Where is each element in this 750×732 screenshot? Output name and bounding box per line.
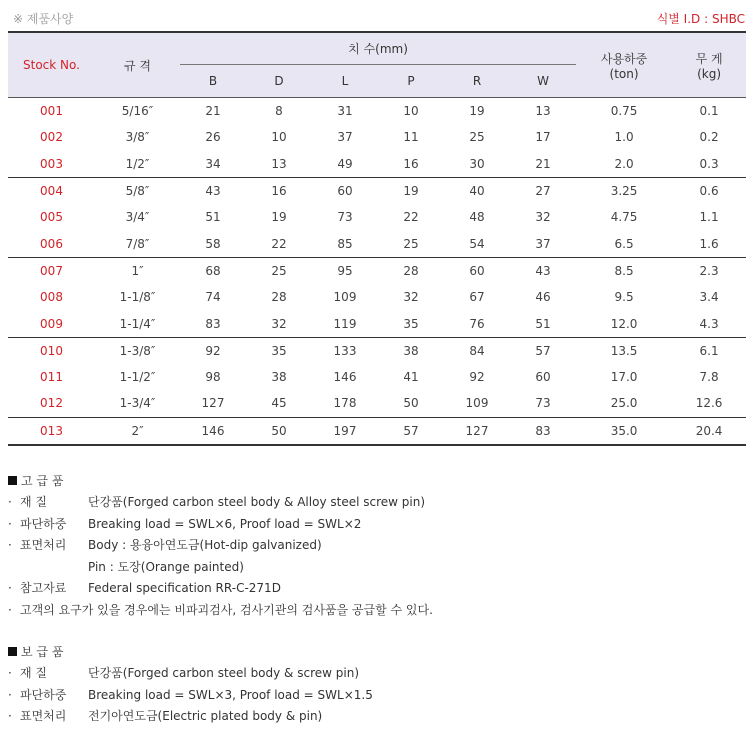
cell-stock: 004: [40, 184, 63, 199]
cell-w: 21: [510, 151, 576, 178]
cell-w: 73: [510, 390, 576, 417]
cell-stock: 013: [8, 417, 95, 445]
cell-swl: 17.0: [610, 370, 638, 385]
cell-r: 60: [469, 263, 485, 278]
cell-p: 16: [378, 151, 444, 178]
premium-line-label: 표면처리: [20, 538, 67, 552]
cell-weight: 6.1: [699, 343, 719, 358]
identifier-label: 식별 I.D : SHBC: [656, 12, 745, 26]
cell-swl: 12.0: [576, 310, 672, 337]
premium-line-text: 고객의 요구가 있을 경우에는 비파괴검사, 검사기관의 검사품을 공급할 수 있다.: [20, 602, 433, 617]
table-row: [8, 390, 746, 417]
cell-weight: 0.2: [699, 130, 719, 145]
cell-d: 32: [246, 310, 312, 337]
cell-stock: 007: [40, 263, 63, 278]
table-row: [8, 337, 746, 364]
bullet-dot-icon: ·: [8, 687, 12, 702]
table-row: [8, 124, 746, 150]
header-weight-unit: (kg): [697, 66, 722, 81]
cell-size: 5/8″: [125, 184, 150, 199]
cell-size: 1-1/4″: [95, 310, 180, 337]
header-swl: [576, 32, 672, 98]
premium-line-label: 참고자료: [20, 581, 67, 595]
cell-r: 76: [444, 310, 510, 337]
cell-p: 19: [403, 184, 419, 199]
cell-l: 197: [312, 417, 378, 445]
bullet-dot-icon: ·: [8, 602, 12, 617]
bullet-dot-icon: ·: [8, 538, 12, 552]
cell-b: 43: [205, 184, 221, 199]
square-bullet-icon: [8, 647, 17, 656]
cell-size: 1-3/8″: [119, 343, 156, 358]
cell-swl: 4.75: [610, 210, 638, 225]
header-dim-w: W: [510, 65, 576, 98]
cell-l: 178: [312, 390, 378, 417]
cell-r: 92: [469, 370, 485, 385]
cell-p: 28: [403, 263, 419, 278]
cell-weight: 0.1: [699, 104, 719, 119]
cell-b: 74: [205, 290, 221, 305]
cell-weight: 1.1: [699, 210, 719, 225]
cell-l: 133: [333, 343, 357, 358]
cell-swl: 13.5: [610, 343, 638, 358]
standard-title-row: [8, 641, 748, 663]
cell-weight: 12.6: [672, 390, 746, 417]
cell-swl: 8.5: [614, 263, 634, 278]
cell-w: 13: [535, 104, 551, 119]
header-dim-r: R: [444, 65, 510, 98]
premium-line-text: Body : 용융아연도금(Hot-dip galvanized): [88, 538, 322, 552]
standard-line-text: 단강품(Forged carbon steel body & screw pin): [88, 666, 359, 680]
notes-section: [8, 470, 748, 728]
cell-p: 10: [403, 104, 419, 119]
cell-r: 54: [444, 230, 510, 257]
standard-line-text: 전기아연도금(Electric plated body & pin): [88, 709, 323, 723]
standard-list: [8, 663, 748, 728]
cell-r: 127: [444, 417, 510, 445]
bullet-dot-icon: ·: [8, 516, 12, 531]
spec-table: [8, 31, 746, 446]
table-row: [8, 310, 746, 337]
bullet-dot-icon: ·: [8, 709, 12, 723]
cell-l: 109: [333, 290, 357, 305]
cell-l: 37: [337, 130, 353, 145]
header-dim-p: P: [378, 65, 444, 98]
cell-b: 92: [205, 343, 221, 358]
cell-p: 22: [403, 210, 419, 225]
cell-stock: 005: [40, 210, 63, 225]
cell-l: 95: [337, 263, 353, 278]
square-bullet-icon: [8, 476, 17, 485]
header-dimensions: 치 수(mm): [180, 32, 576, 65]
standard-title: 보 급 품: [21, 645, 64, 659]
cell-weight: 0.6: [699, 184, 719, 199]
table-header: [8, 32, 746, 98]
cell-swl: 6.5: [576, 230, 672, 257]
cell-l: 49: [312, 151, 378, 178]
cell-w: 43: [535, 263, 551, 278]
table-row: [8, 98, 746, 125]
table-row: [8, 230, 746, 257]
cell-size: 5/16″: [121, 104, 154, 119]
premium-line-label: 파단하중: [20, 516, 67, 531]
header-swl-label: 사용하중: [600, 51, 648, 66]
cell-w: 57: [535, 343, 551, 358]
header-stock: Stock No.: [8, 32, 95, 98]
cell-w: 46: [535, 290, 551, 305]
table-row: [8, 417, 746, 445]
cell-d: 22: [246, 230, 312, 257]
cell-b: 34: [180, 151, 246, 178]
cell-p: 38: [403, 343, 419, 358]
cell-size: 3/4″: [125, 210, 150, 225]
cell-swl: 1.0: [614, 130, 634, 145]
cell-l: 119: [312, 310, 378, 337]
cell-p: 41: [403, 370, 419, 385]
cell-w: 17: [535, 130, 551, 145]
cell-b: 127: [180, 390, 246, 417]
cell-weight: 20.4: [672, 417, 746, 445]
cell-size: 7/8″: [95, 230, 180, 257]
cell-swl: 3.25: [610, 184, 638, 199]
premium-line-text: Pin : 도장(Orange painted): [88, 559, 244, 574]
cell-r: 48: [469, 210, 485, 225]
cell-weight: 7.8: [699, 370, 719, 385]
cell-r: 25: [469, 130, 485, 145]
table-row: [8, 204, 746, 230]
cell-b: 26: [205, 130, 221, 145]
cell-size: 1-1/2″: [119, 370, 156, 385]
cell-w: 51: [510, 310, 576, 337]
table-row: [8, 284, 746, 310]
header-weight: [672, 32, 746, 98]
cell-r: 40: [469, 184, 485, 199]
header-dim-b: B: [180, 65, 246, 98]
cell-p: 32: [403, 290, 419, 305]
premium-line: [8, 514, 748, 536]
header-swl-unit: (ton): [609, 66, 639, 81]
cell-size: 1″: [131, 263, 144, 278]
cell-b: 83: [180, 310, 246, 337]
cell-w: 32: [535, 210, 551, 225]
cell-r: 30: [444, 151, 510, 178]
cell-r: 19: [469, 104, 485, 119]
cell-d: 25: [271, 263, 287, 278]
cell-d: 38: [271, 370, 287, 385]
cell-d: 10: [271, 130, 287, 145]
cell-b: 21: [205, 104, 221, 119]
premium-title: 고 급 품: [21, 474, 64, 488]
premium-line-text: 단강품(Forged carbon steel body & Alloy steel screw pin): [88, 495, 426, 509]
premium-line: [8, 492, 748, 514]
cell-stock: 002: [40, 130, 63, 145]
table-row: [8, 177, 746, 204]
cell-r: 109: [444, 390, 510, 417]
cell-stock: 011: [40, 370, 63, 385]
standard-line: [8, 663, 748, 685]
cell-d: 16: [271, 184, 287, 199]
cell-d: 35: [271, 343, 287, 358]
bullet-dot-icon: ·: [8, 666, 12, 680]
cell-size: 3/8″: [125, 130, 150, 145]
cell-stock: 009: [8, 310, 95, 337]
table-row: [8, 257, 746, 284]
header-dim-d: D: [246, 65, 312, 98]
standard-line: [8, 685, 748, 707]
premium-line: [8, 535, 748, 557]
table-body: [8, 98, 746, 445]
standard-line-label: 파단하중: [20, 687, 67, 702]
premium-line: [8, 557, 748, 579]
standard-line-label: 표면처리: [20, 709, 67, 723]
cell-size: 1-3/4″: [95, 390, 180, 417]
cell-swl: 9.5: [614, 290, 634, 305]
premium-line-text: Breaking load = SWL×6, Proof load = SWL×2: [88, 516, 362, 531]
cell-p: 35: [378, 310, 444, 337]
cell-stock: 003: [8, 151, 95, 178]
premium-line-label: 재 질: [20, 495, 47, 509]
cell-w: 83: [510, 417, 576, 445]
table-row: [8, 364, 746, 390]
cell-d: 28: [271, 290, 287, 305]
cell-l: 85: [312, 230, 378, 257]
standard-line: [8, 706, 748, 728]
cell-swl: 25.0: [576, 390, 672, 417]
cell-d: 50: [246, 417, 312, 445]
cell-swl: 2.0: [576, 151, 672, 178]
cell-weight: 2.3: [699, 263, 719, 278]
top-bar: [8, 8, 745, 28]
cell-p: 25: [378, 230, 444, 257]
section-caption: ※ 제품사양: [13, 12, 74, 26]
cell-w: 37: [510, 230, 576, 257]
cell-stock: 012: [8, 390, 95, 417]
cell-w: 60: [535, 370, 551, 385]
cell-l: 60: [337, 184, 353, 199]
cell-weight: 1.6: [672, 230, 746, 257]
cell-b: 58: [180, 230, 246, 257]
premium-list: [8, 492, 748, 621]
cell-d: 19: [271, 210, 287, 225]
cell-b: 146: [180, 417, 246, 445]
table-row: [8, 151, 746, 178]
cell-stock: 010: [40, 343, 63, 358]
cell-stock: 006: [8, 230, 95, 257]
cell-swl: 35.0: [576, 417, 672, 445]
cell-weight: 4.3: [672, 310, 746, 337]
cell-b: 68: [205, 263, 221, 278]
cell-swl: 0.75: [610, 104, 638, 119]
cell-d: 45: [246, 390, 312, 417]
header-weight-label: 무 게: [695, 51, 723, 66]
bullet-dot-icon: ·: [8, 495, 12, 509]
cell-r: 84: [469, 343, 485, 358]
premium-line: [8, 600, 748, 622]
premium-title-row: [8, 470, 748, 492]
cell-size: 1/2″: [95, 151, 180, 178]
cell-p: 50: [378, 390, 444, 417]
standard-line-label: 재 질: [20, 666, 47, 680]
cell-l: 31: [337, 104, 353, 119]
cell-b: 98: [205, 370, 221, 385]
cell-p: 11: [403, 130, 419, 145]
standard-line-text: Breaking load = SWL×3, Proof load = SWL×1.5: [88, 687, 373, 702]
header-dim-l: L: [312, 65, 378, 98]
cell-l: 146: [333, 370, 357, 385]
bullet-dot-icon: ·: [8, 581, 12, 595]
premium-line: [8, 578, 748, 600]
cell-stock: 008: [40, 290, 63, 305]
cell-weight: 3.4: [699, 290, 719, 305]
cell-d: 8: [275, 104, 283, 119]
cell-size: 2″: [95, 417, 180, 445]
cell-d: 13: [246, 151, 312, 178]
cell-weight: 0.3: [672, 151, 746, 178]
cell-size: 1-1/8″: [119, 290, 156, 305]
cell-w: 27: [535, 184, 551, 199]
cell-stock: 001: [40, 104, 63, 119]
cell-l: 73: [337, 210, 353, 225]
cell-b: 51: [205, 210, 221, 225]
cell-r: 67: [469, 290, 485, 305]
premium-line-text: Federal specification RR-C-271D: [88, 581, 281, 595]
cell-p: 57: [378, 417, 444, 445]
header-size: 규 격: [95, 32, 180, 98]
